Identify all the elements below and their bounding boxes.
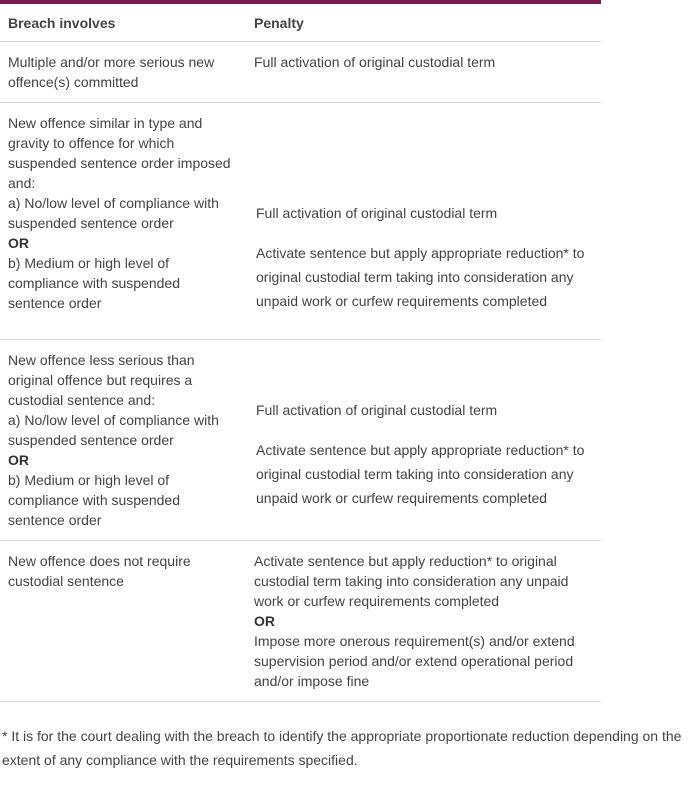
- or-label: OR: [254, 613, 275, 629]
- table-row: [0, 340, 601, 541]
- penalty-cell: Full activation of original custodial term: [256, 205, 498, 221]
- penalty-cell: Full activation of original custodial term: [254, 54, 496, 70]
- table-row: [0, 541, 601, 702]
- penalty-cell: Activate sentence but apply reduction* to original custodial term taking into consideration any unpaid work or curfew requirements completed OR Impose more onerous requirement(s) and/or extend supervision period and/or extend operational period and/or impose fine: [254, 551, 594, 691]
- penalty-cell-alt: Activate sentence but apply appropriate reduction* to original custodial term taking into consideration any unpaid work or curfew requirements completed: [256, 245, 585, 309]
- header-breach-involves: Breach involves: [8, 15, 116, 31]
- or-label: OR: [8, 235, 29, 251]
- breach-cell: New offence does not require custodial sentence: [8, 553, 191, 589]
- breach-cell: New offence less serious than original offence but requires a custodial sentence and: a) No/low level of compliance with suspended sentence order OR b) Medium or high level of compliance with suspended sentence order: [8, 350, 240, 530]
- penalty-cell-alt: Activate sentence but apply appropriate reduction* to original custodial term taking into consideration any unpaid work or curfew requirements completed: [256, 442, 585, 506]
- table-header: [0, 4, 601, 42]
- breach-cell: New offence similar in type and gravity to offence for which suspended sentence order imposed and: a) No/low level of compliance with suspended sentence order OR b) Medium or high level of compliance with suspended sentence order: [8, 113, 240, 313]
- footnote: * It is for the court dealing with the breach to identify the appropriate proportionate reduction depending on the extent of any compliance with the requirements specified.: [2, 728, 682, 768]
- table-row: [0, 103, 601, 340]
- penalty-cell: Full activation of original custodial term: [256, 402, 498, 418]
- header-penalty: Penalty: [254, 15, 304, 31]
- or-label: OR: [8, 452, 29, 468]
- table-row: [0, 42, 601, 103]
- breach-cell: Multiple and/or more serious new offence(s) committed: [8, 54, 215, 90]
